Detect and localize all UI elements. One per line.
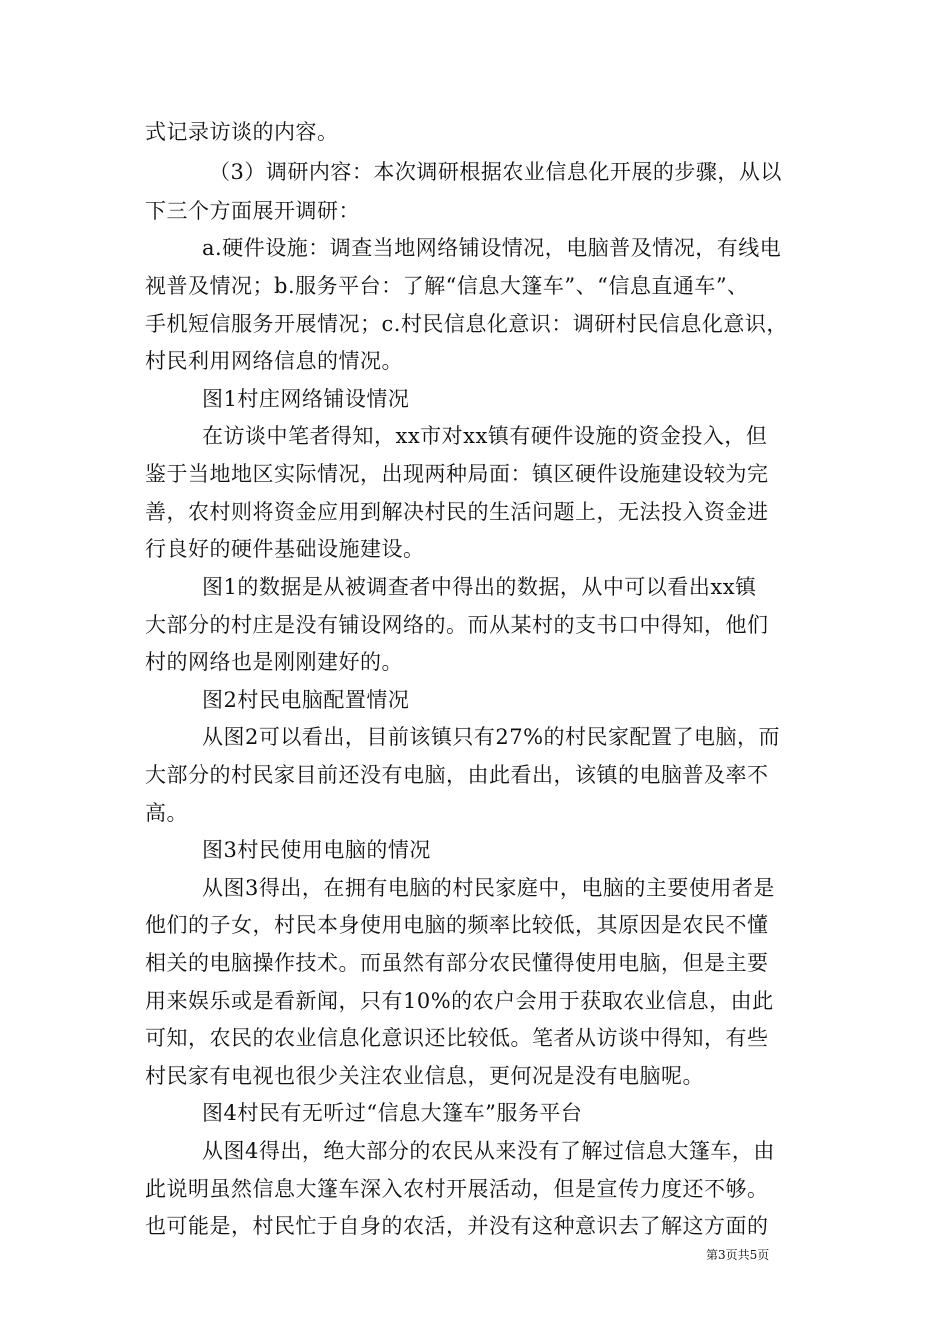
figure-caption: 图4村民有无听过“信息大篷车”服务平台 (202, 1101, 583, 1125)
text-line: 视普及情况；b.服务平台：了解“信息大篷车”、“信息直通车”、 (145, 274, 749, 298)
text-line: 从图3得出，在拥有电脑的村民家庭中，电脑的主要使用者是 (202, 876, 775, 900)
text-line: 此说明虽然信息大篷车深入农村开展活动，但是宣传力度还不够。 (145, 1177, 769, 1201)
text-line: 善，农村则将资金应用到解决村民的生活问题上，无法投入资金进 (145, 500, 769, 524)
text-line: 鉴于当地地区实际情况，出现两种局面：镇区硬件设施建设较为完 (145, 462, 769, 486)
text-line: 可知，农民的农业信息化意识还比较低。笔者从访谈中得知，有些 (145, 1026, 769, 1050)
text-line: 大部分的村民家目前还没有电脑，由此看出，该镇的电脑普及率不 (145, 763, 769, 787)
page-number: 第3页共5页 (706, 1248, 770, 1262)
text-line: a.硬件设施：调查当地网络铺设情况，电脑普及情况，有线电 (202, 236, 782, 260)
text-line: 手机短信服务开展情况；c.村民信息化意识：调研村民信息化意识， (145, 312, 788, 336)
text-line: 式记录访谈的内容。 (145, 120, 339, 144)
figure-caption: 图2村民电脑配置情况 (202, 688, 410, 712)
text-line: 他们的子女，村民本身使用电脑的频率比较低，其原因是农民不懂 (145, 913, 769, 937)
text-line: 行良好的硬件基础设施建设。 (145, 537, 425, 561)
text-line: 村民利用网络信息的情况。 (145, 349, 403, 373)
text-line: 也可能是，村民忙于自身的农活，并没有这种意识去了解这方面的 (145, 1214, 769, 1238)
text-line: 图1的数据是从被调查者中得出的数据，从中可以看出xx镇 (202, 575, 757, 599)
text-line: 村的网络也是刚刚建好的。 (145, 650, 403, 674)
text-line: 在访谈中笔者得知，xx市对xx镇有硬件设施的资金投入，但 (202, 424, 768, 448)
text-line: 下三个方面展开调研： (145, 199, 360, 223)
text-line: 用来娱乐或是看新闻，只有10%的农户会用于获取农业信息，由此 (145, 989, 774, 1013)
text-line: 相关的电脑操作技术。而虽然有部分农民懂得使用电脑，但是主要 (145, 951, 769, 975)
text-line: （3）调研内容：本次调研根据农业信息化开展的步骤，从以 (209, 160, 782, 184)
figure-caption: 图3村民使用电脑的情况 (202, 838, 431, 862)
figure-caption: 图1村庄网络铺设情况 (202, 387, 410, 411)
text-line: 村民家有电视也很少关注农业信息，更何况是没有电脑呢。 (145, 1064, 704, 1088)
text-line: 大部分的村庄是没有铺设网络的。而从某村的支书口中得知，他们 (145, 613, 769, 637)
text-line: 高。 (145, 801, 188, 825)
text-line: 从图4得出，绝大部分的农民从来没有了解过信息大篷车，由 (202, 1139, 775, 1163)
text-line: 从图2可以看出，目前该镇只有27%的村民家配置了电脑，而 (202, 725, 781, 749)
